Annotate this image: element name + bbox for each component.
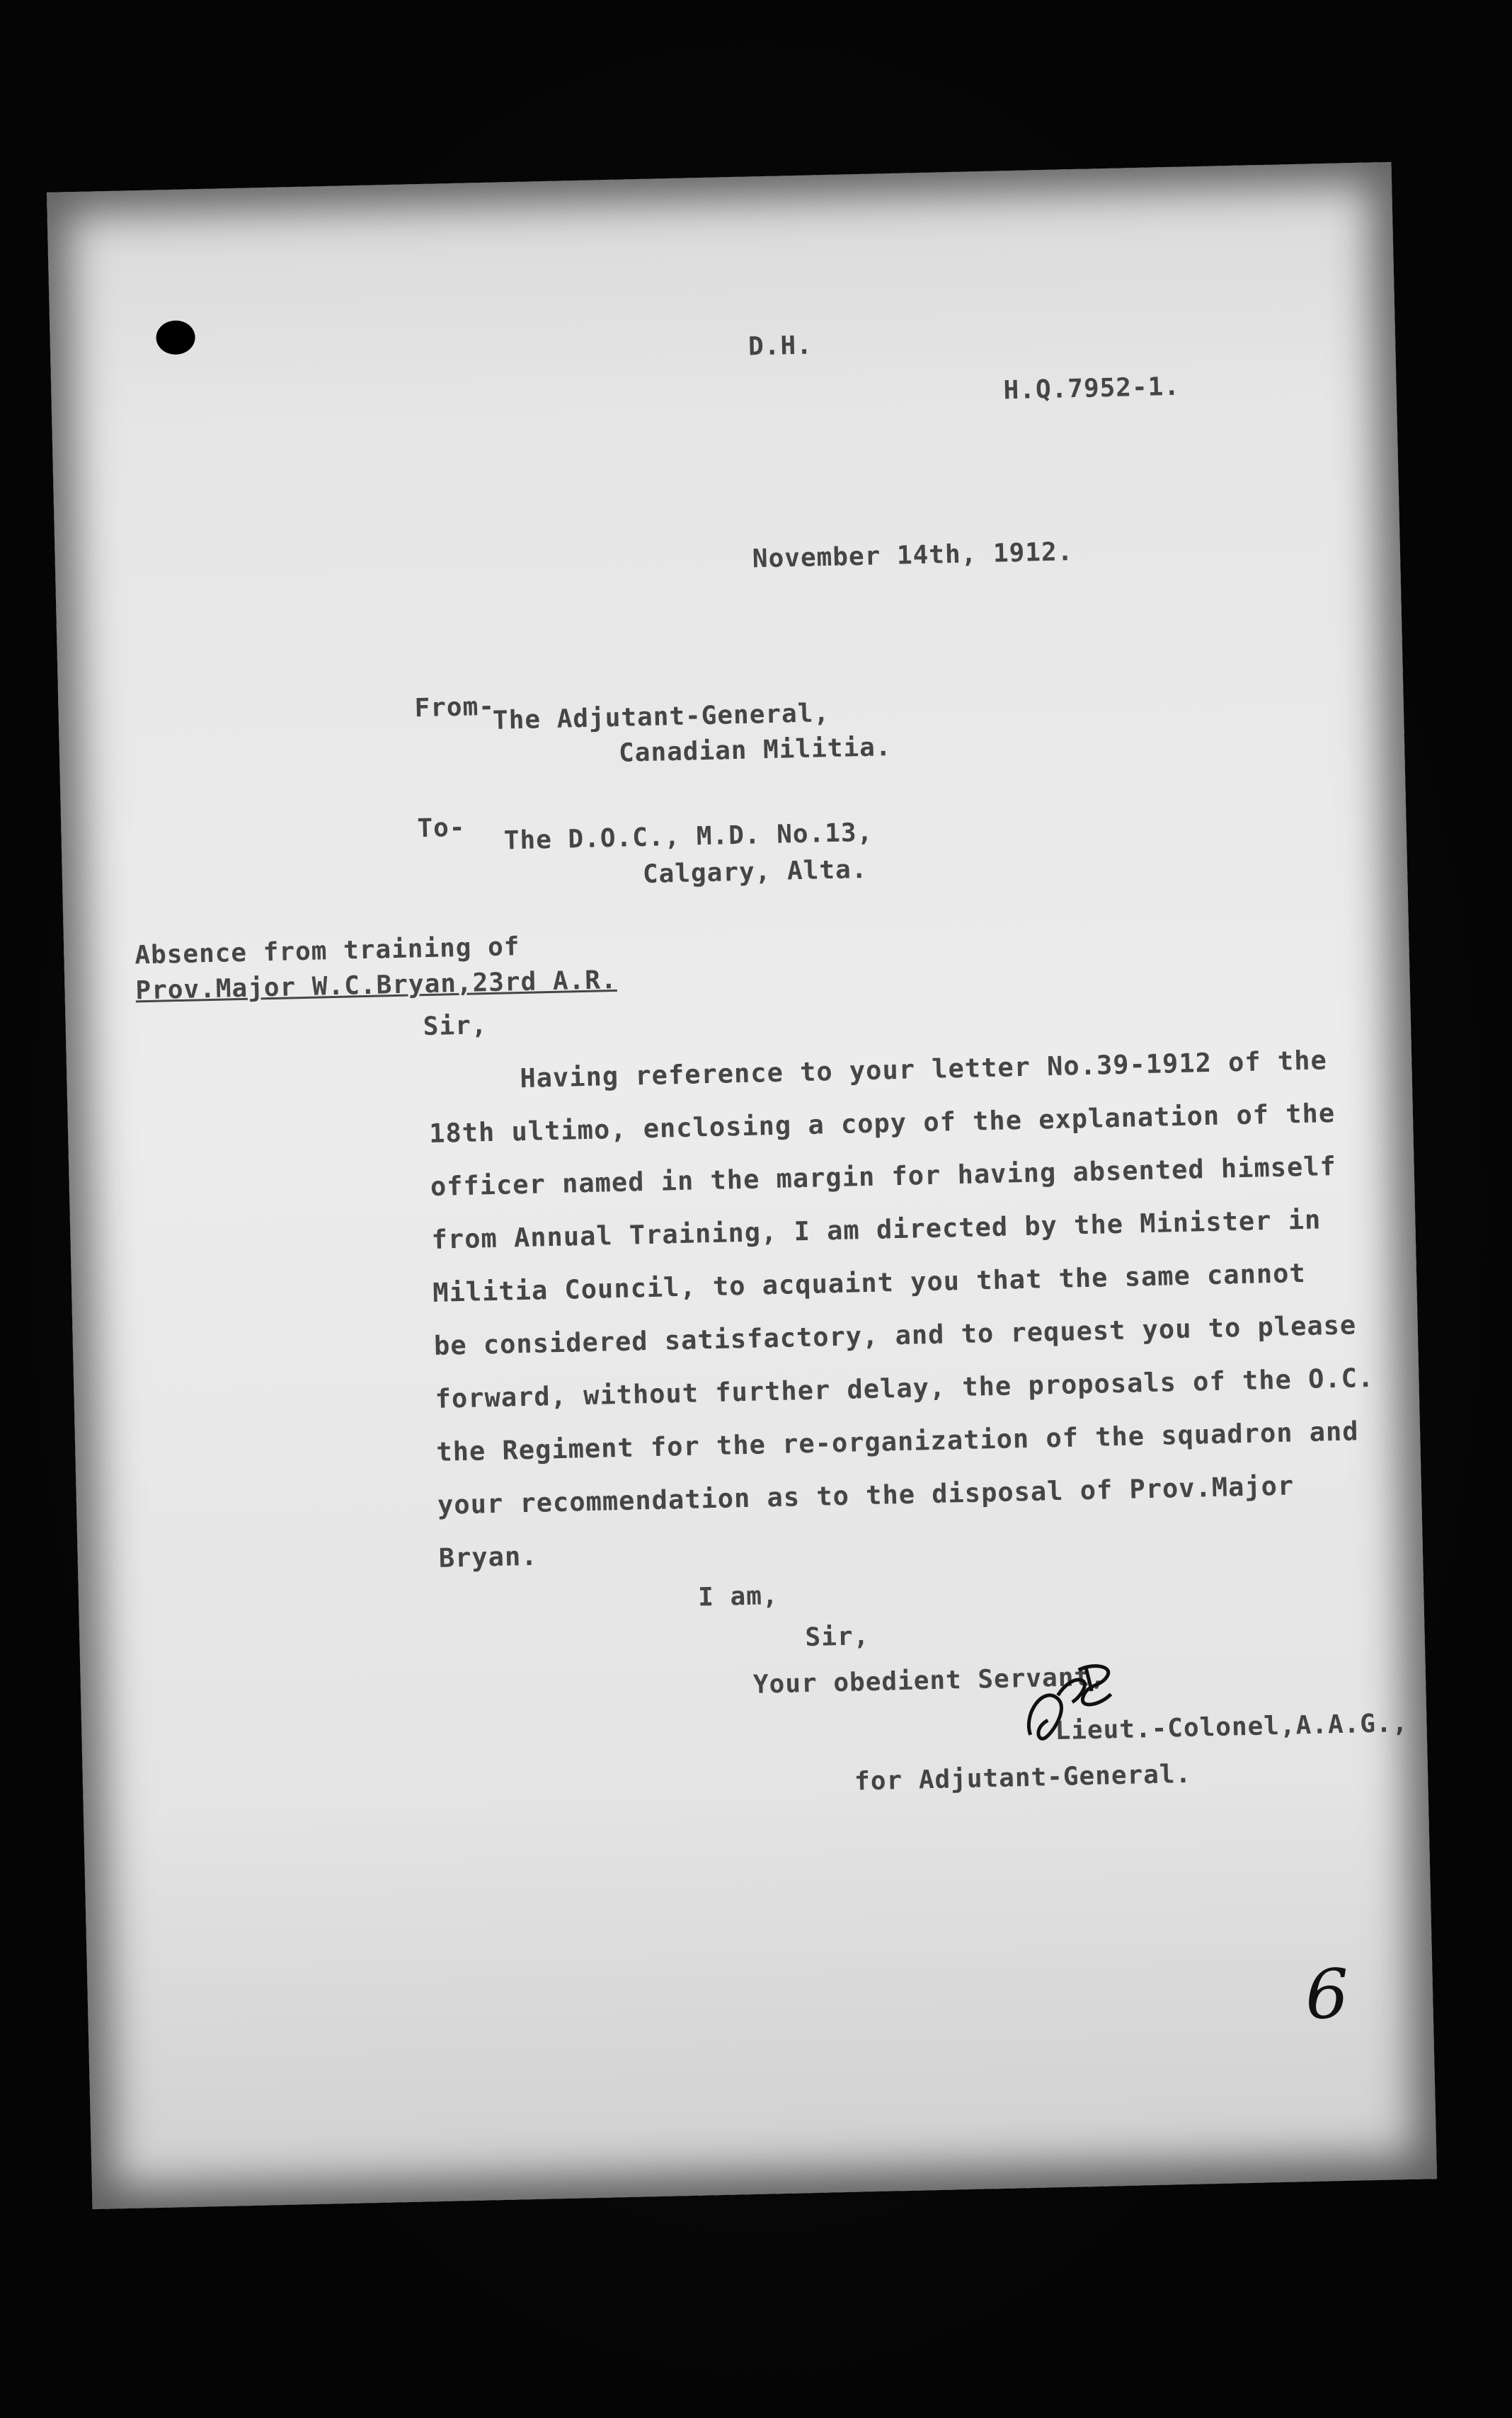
punch-hole xyxy=(156,320,195,355)
subject-line-1: Absence from training of xyxy=(134,932,520,970)
body-line: forward, without further delay, the proposals of the O.C. xyxy=(435,1362,1375,1414)
closing-servant: Your obedient Servant, xyxy=(752,1662,1107,1700)
body-line: the Regiment for the re-organization of the squadron and xyxy=(435,1416,1360,1467)
body-line: Bryan. xyxy=(438,1540,538,1574)
letter-sheet xyxy=(47,162,1437,2209)
from-label: From- xyxy=(414,692,496,723)
initials: D.H. xyxy=(748,331,813,362)
closing-sir: Sir, xyxy=(805,1622,870,1653)
from-line-1: The Adjutant-General, xyxy=(492,699,830,735)
signatory-for: for Adjutant-General. xyxy=(854,1759,1192,1797)
body-line: your recommendation as to the disposal of Prov.Major xyxy=(437,1470,1295,1520)
closing-i-am: I am, xyxy=(697,1581,779,1612)
from-line-2: Canadian Militia. xyxy=(618,733,892,768)
subject-line-2: Prov.Major W.C.Bryan,23rd A.R. xyxy=(135,965,618,1006)
body-line: Having reference to your letter No.39-1912 of the xyxy=(519,1045,1328,1094)
body-line: Militia Council, to acquaint you that the same cannot xyxy=(432,1257,1307,1308)
body-line: officer named in the margin for having absented himself xyxy=(430,1150,1337,1202)
letter-date: November 14th, 1912. xyxy=(752,537,1074,574)
to-line-1: The D.O.C., M.D. No.13, xyxy=(503,818,874,856)
file-number: H.Q.7952-1. xyxy=(1003,372,1181,406)
to-label: To- xyxy=(416,813,466,844)
signatory-title: Lieut.-Colonel,A.A.G., xyxy=(1055,1708,1409,1746)
body-line: from Annual Training, I am directed by the Minister in xyxy=(431,1204,1322,1255)
body-line: be considered satisfactory, and to request you to please xyxy=(433,1310,1357,1361)
page-number: 6 xyxy=(1304,1954,1350,2035)
body-line: 18th ultimo, enclosing a copy of the explanation of the xyxy=(428,1097,1336,1149)
salutation: Sir, xyxy=(423,1011,488,1042)
to-line-2: Calgary, Alta. xyxy=(642,854,868,890)
